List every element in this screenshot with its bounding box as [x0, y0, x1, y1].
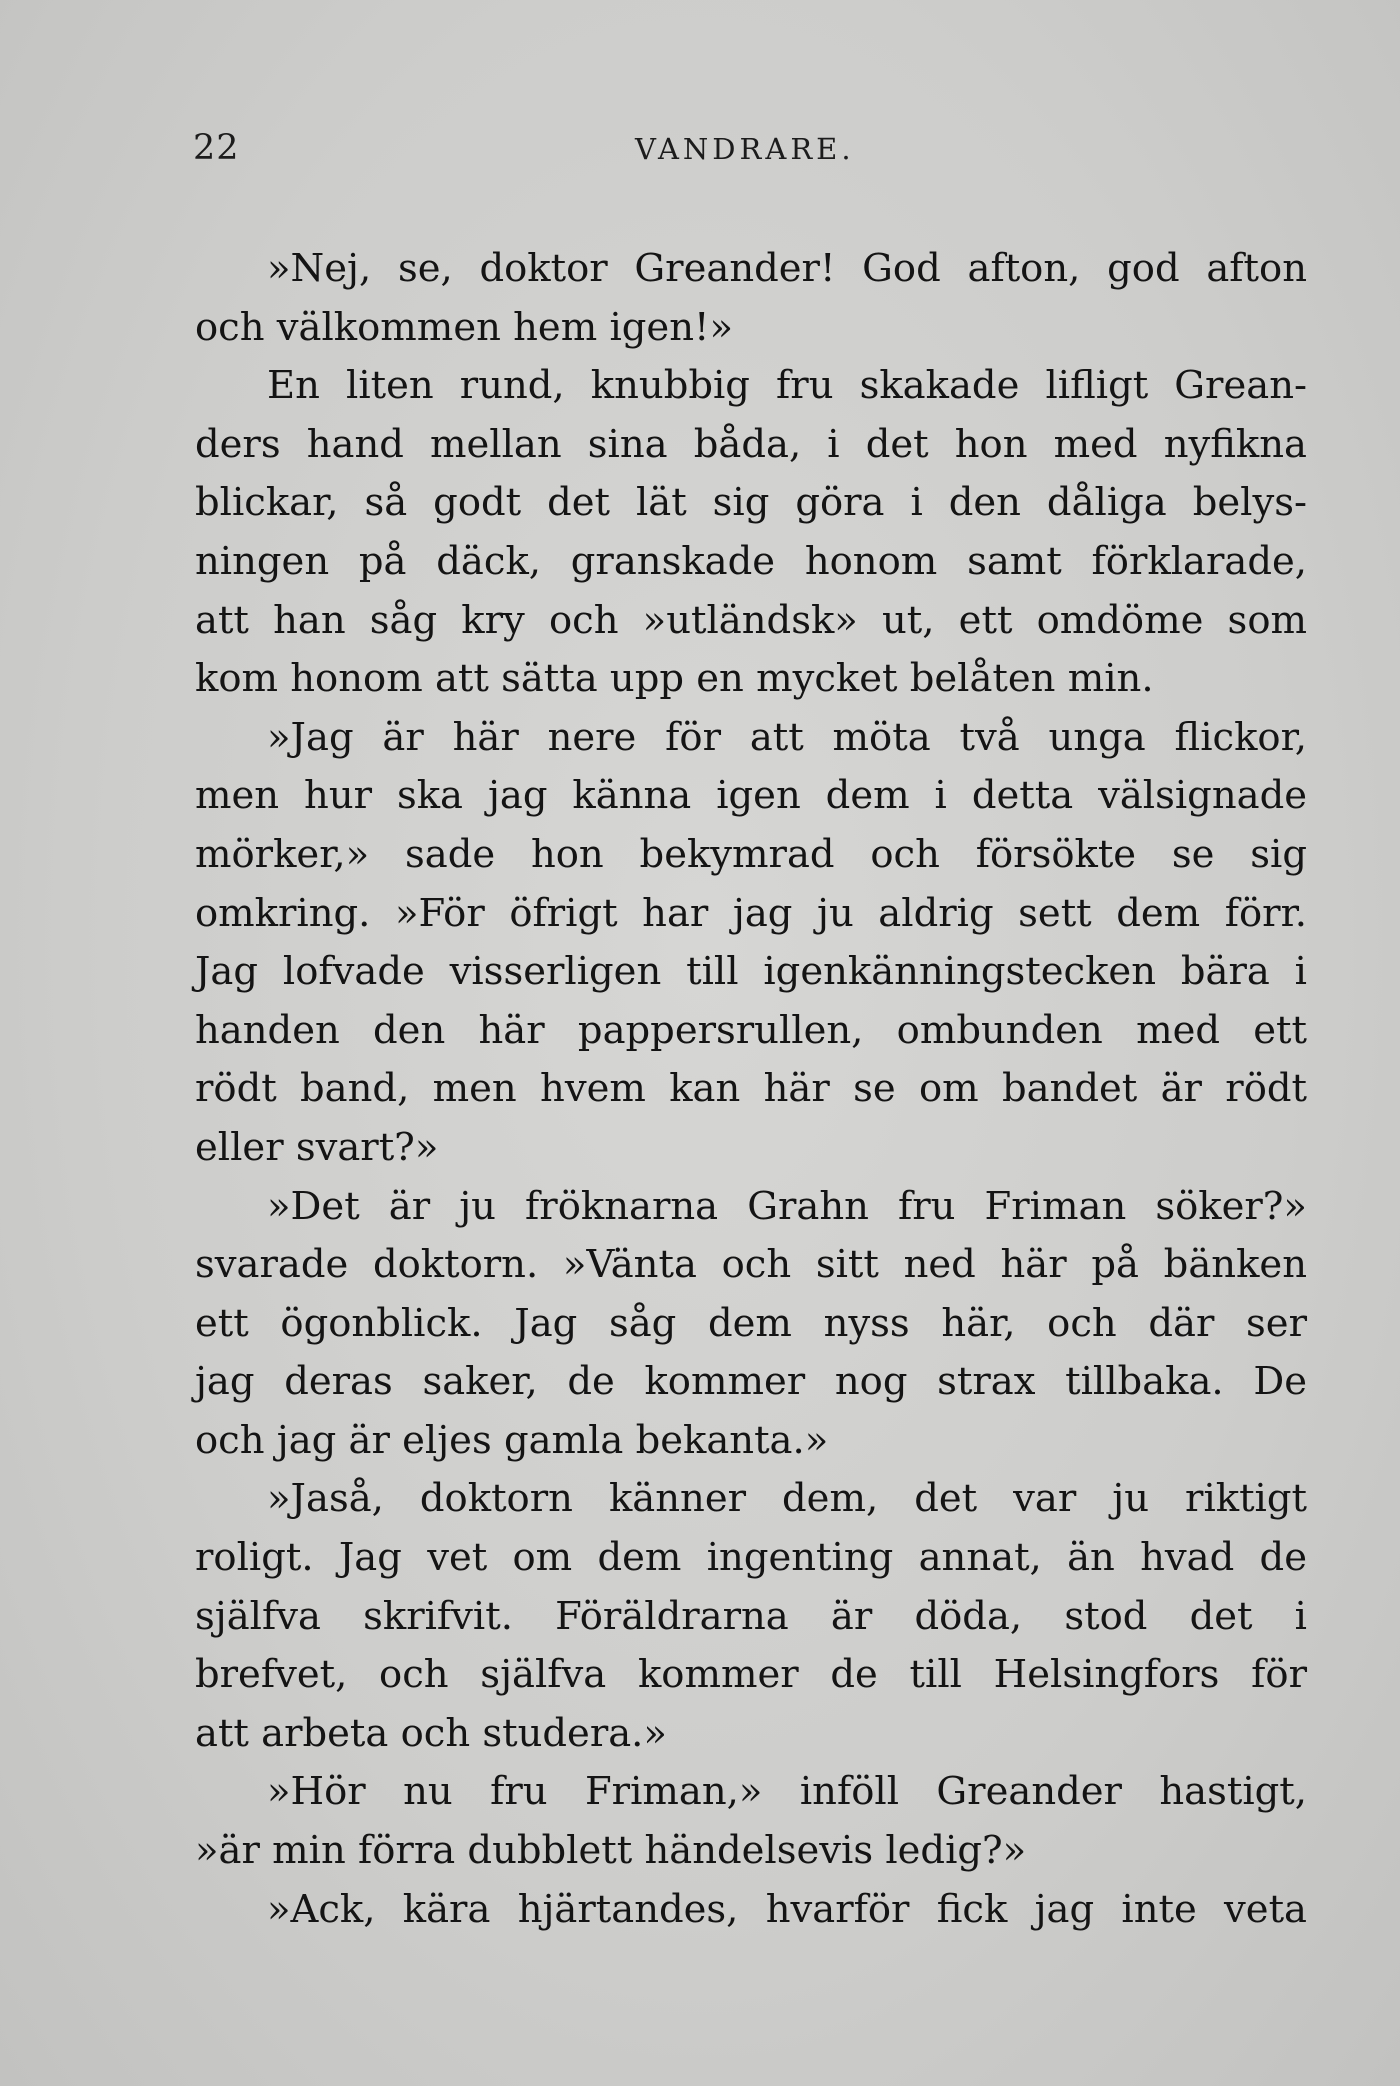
- text-line: »är min förra dubblett händelsevis ledig?»: [195, 1828, 1027, 1874]
- text-line: »Ack, kära hjärtandes, hvarför fick jag inte veta: [267, 1886, 1307, 1932]
- text-line: svarade doktorn. »Vänta och sitt ned här på bänken: [195, 1242, 1307, 1288]
- running-title: VANDRARE.: [635, 132, 855, 166]
- text-line: »Nej, se, doktor Greander! God afton, god afton: [267, 246, 1307, 291]
- text-line: »Jaså, doktorn känner dem, det var ju riktigt: [267, 1476, 1307, 1522]
- text-line: ders hand mellan sina båda, i det hon med nyfikna: [195, 421, 1307, 467]
- text-line: att han såg kry och »utländsk» ut, ett omdöme som: [195, 597, 1307, 643]
- text-line: mörker,» sade hon bekymrad och försökte se sig: [195, 831, 1307, 877]
- text-line: brefvet, och själfva kommer de till Helsingfors för: [195, 1652, 1307, 1698]
- text-line: omkring. »För öfrigt har jag ju aldrig sett dem förr.: [195, 890, 1307, 936]
- text-line: ningen på däck, granskade honom samt förklarade,: [195, 538, 1307, 584]
- text-line: men hur ska jag känna igen dem i detta välsignade: [195, 773, 1307, 819]
- text-line: jag deras saker, de kommer nog strax tillbaka. De: [195, 1359, 1307, 1405]
- body-text: [195, 240, 1307, 1939]
- text-line: »Jag är här nere för att möta två unga flickor,: [267, 714, 1307, 760]
- text-line: »Hör nu fru Friman,» inföll Greander hastigt,: [267, 1769, 1307, 1815]
- page-header: [193, 128, 1313, 188]
- text-line: eller svart?»: [195, 1124, 439, 1170]
- text-line: »Det är ju fröknarna Grahn fru Friman söker?»: [267, 1183, 1307, 1229]
- text-line: ett ögonblick. Jag såg dem nyss här, och där ser: [195, 1300, 1307, 1346]
- text-line: En liten rund, knubbig fru skakade lifligt Grean-: [267, 363, 1307, 409]
- text-line: själfva skrifvit. Föräldrarna är döda, stod det i: [195, 1593, 1307, 1639]
- text-line: blickar, så godt det lät sig göra i den dåliga belys-: [195, 480, 1307, 526]
- text-line: rödt band, men hvem kan här se om bandet är rödt: [195, 1066, 1307, 1112]
- text-line: och jag är eljes gamla bekanta.»: [195, 1417, 829, 1463]
- text-line: Jag lofvade visserligen till igenkänningstecken bära i: [195, 949, 1307, 995]
- text-line: att arbeta och studera.»: [195, 1710, 667, 1756]
- text-line: och välkommen hem igen!»: [195, 304, 734, 350]
- page-number: 22: [193, 128, 240, 168]
- text-line: handen den här pappersrullen, ombunden med ett: [195, 1007, 1307, 1053]
- text-line: roligt. Jag vet om dem ingenting annat, än hvad de: [195, 1535, 1307, 1581]
- text-line: kom honom att sätta upp en mycket belåten min.: [195, 656, 1154, 702]
